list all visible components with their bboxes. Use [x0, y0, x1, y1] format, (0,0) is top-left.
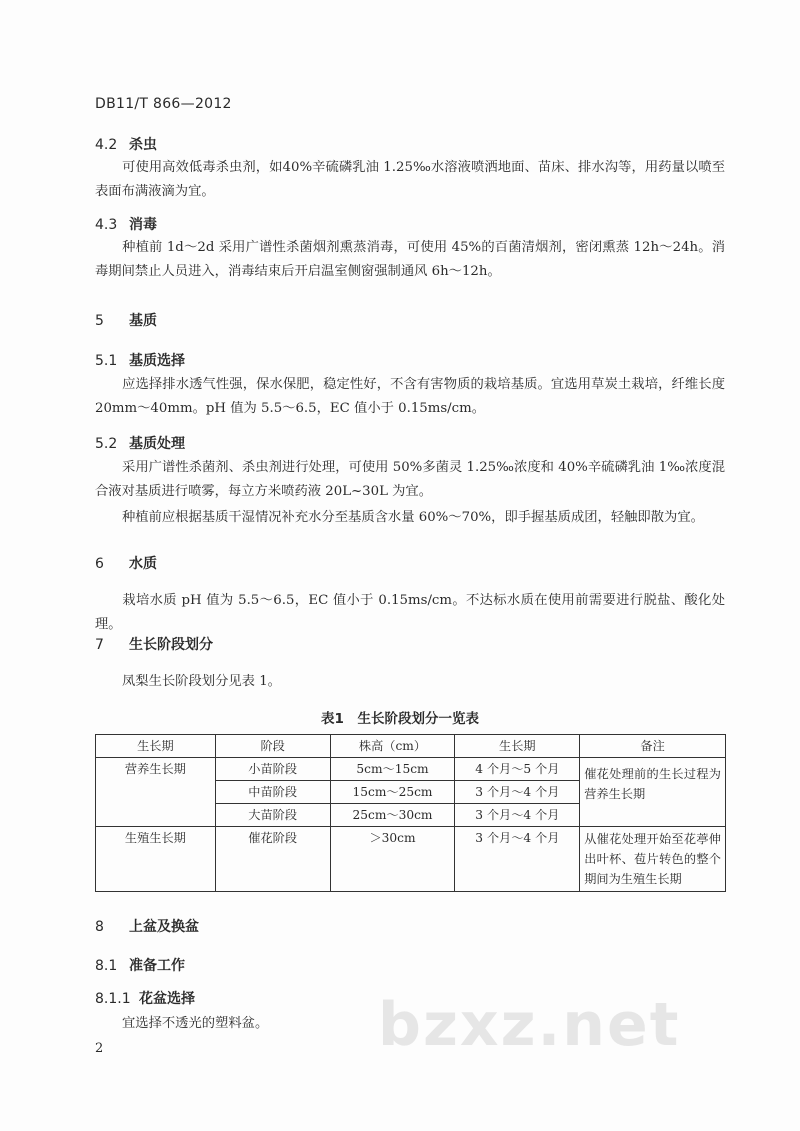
paragraph-4-3	[95, 236, 725, 284]
paragraph-5-2a	[95, 456, 725, 504]
note-cell: 催花处理前的生长过程为营养生长期	[580, 758, 726, 827]
heading-4-3	[95, 214, 157, 234]
stage-cell: 中苗阶段	[215, 781, 330, 804]
section-title: 准备工作	[129, 958, 185, 974]
paragraph-text: 采用广谱性杀菌剂、杀虫剂进行处理，可使用 50%多菌灵 1.25‰浓度和 40%辛硫磷乳油 1‰浓度混合液对基质进行喷雾，每立方米喷药液 20L~30L 为宜。	[95, 460, 725, 499]
duration-cell: 3 个月～4 个月	[455, 804, 580, 827]
heading-4-2	[95, 134, 157, 154]
section-number: 8.1.1	[95, 991, 131, 1007]
table-caption: 表1 生长阶段划分一览表	[321, 711, 479, 727]
table-header-row	[96, 735, 726, 758]
period-cell: 生殖生长期	[96, 827, 216, 892]
heading-8-1	[95, 955, 185, 975]
stage-cell: 小苗阶段	[215, 758, 330, 781]
paragraph-text: 应选择排水透气性强，保水保肥，稳定性好，不含有害物质的栽培基质。宜选用草炭土栽培，纤维长度 20mm～40mm。pH 值为 5.5～6.5，EC 值小于 0.15ms/cm。	[95, 377, 725, 416]
paragraph-text: 可使用高效低毒杀虫剂，如40%辛硫磷乳油 1.25‰水溶液喷洒地面、苗床、排水沟等，用药量以喷至表面布满液滴为宜。	[95, 160, 725, 199]
heading-8	[95, 916, 199, 936]
stage-cell: 催花阶段	[215, 827, 330, 892]
duration-cell: 3 个月～4 个月	[455, 781, 580, 804]
period-cell: 营养生长期	[96, 758, 216, 827]
paragraph-5-2b	[95, 506, 725, 530]
paragraph-text: 种植前应根据基质干湿情况补充水分至基质含水量 60%～70%，即手握基质成团，轻触即散为宜。	[122, 510, 704, 525]
paragraph-4-2	[95, 156, 725, 204]
watermark: bzxz.net	[378, 990, 681, 1060]
heading-6	[95, 553, 157, 573]
section-title: 消毒	[129, 217, 157, 233]
section-title: 基质处理	[129, 436, 185, 452]
paragraph-text: 宜选择不透光的塑料盆。	[122, 1016, 269, 1031]
paragraph-6	[95, 589, 725, 637]
section-title: 水质	[129, 556, 157, 572]
header-cell: 阶段	[215, 735, 330, 758]
header-cell: 生长期	[96, 735, 216, 758]
section-number: 8.1	[95, 958, 118, 974]
height-cell: ＞30cm	[330, 827, 455, 892]
header-cell: 生长期	[455, 735, 580, 758]
paragraph-text: 栽培水质 pH 值为 5.5～6.5，EC 值小于 0.15ms/cm。不达标水质在使用前需要进行脱盐、酸化处理。	[95, 593, 725, 632]
document-id: DB11/T 866—2012	[95, 96, 232, 112]
growth-stage-table	[95, 734, 726, 892]
section-number: 5.2	[95, 436, 118, 452]
heading-7	[95, 634, 213, 654]
duration-cell: 4 个月～5 个月	[455, 758, 580, 781]
table-row	[96, 758, 726, 781]
height-cell: 5cm～15cm	[330, 758, 455, 781]
stage-cell: 大苗阶段	[215, 804, 330, 827]
section-title: 生长阶段划分	[129, 637, 213, 653]
height-cell: 25cm～30cm	[330, 804, 455, 827]
section-number: 6	[95, 556, 104, 572]
duration-cell: 3 个月～4 个月	[455, 827, 580, 892]
paragraph-text: 凤梨生长阶段划分见表 1。	[122, 674, 281, 689]
height-cell: 15cm～25cm	[330, 781, 455, 804]
note-cell: 从催花处理开始至花葶伸出叶杯、苞片转色的整个期间为生殖生长期	[580, 827, 726, 892]
section-title: 基质选择	[129, 353, 185, 369]
section-number: 7	[95, 637, 104, 653]
header-cell: 株高（cm）	[330, 735, 455, 758]
section-title: 基质	[129, 313, 157, 329]
paragraph-7	[95, 670, 725, 694]
section-title: 杀虫	[129, 137, 157, 153]
section-title: 上盆及换盆	[129, 919, 199, 935]
heading-5	[95, 310, 157, 330]
section-number: 5.1	[95, 353, 118, 369]
section-number: 4.3	[95, 217, 118, 233]
section-number: 4.2	[95, 137, 118, 153]
header-cell: 备注	[580, 735, 726, 758]
paragraph-text: 种植前 1d～2d 采用广谱性杀菌烟剂熏蒸消毒，可使用 45%的百菌清烟剂，密闭熏蒸 12h～24h。消毒期间禁止人员进入，消毒结束后开启温室侧窗强制通风 6h～12h。	[95, 240, 725, 279]
heading-5-2	[95, 433, 185, 453]
heading-5-1	[95, 350, 185, 370]
paragraph-5-1	[95, 373, 725, 421]
section-number: 8	[95, 919, 104, 935]
page-number: 2	[95, 1041, 104, 1056]
section-title: 花盆选择	[139, 991, 195, 1007]
heading-8-1-1	[95, 988, 195, 1008]
section-number: 5	[95, 313, 104, 329]
table-row	[96, 827, 726, 892]
